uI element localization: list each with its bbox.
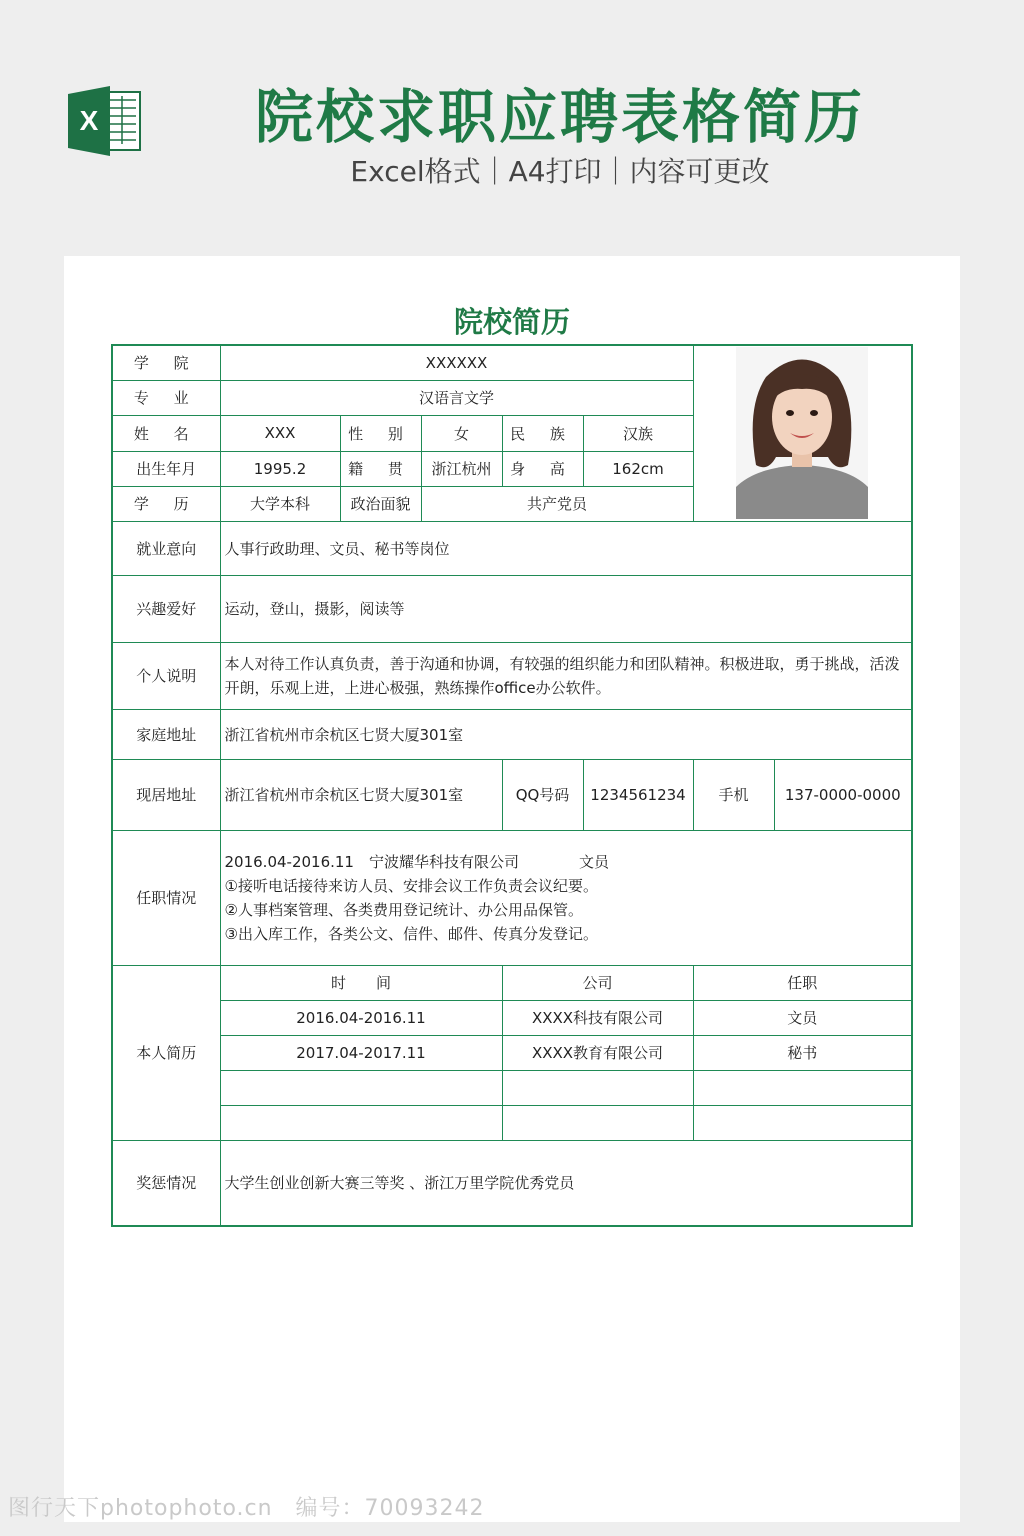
page-header	[0, 0, 1024, 240]
history-time: 2016.04-2016.11	[220, 1000, 502, 1035]
history-position: 文员	[693, 1000, 912, 1035]
origin-value: 浙江杭州	[421, 451, 502, 486]
home-value: 浙江省杭州市余杭区七贤大厦301室	[220, 709, 912, 759]
history-position	[693, 1105, 912, 1140]
history-time: 2017.04-2017.11	[220, 1035, 502, 1070]
row-intent	[112, 521, 912, 575]
education-label: 学 历	[112, 486, 220, 521]
table-row	[112, 1035, 912, 1070]
history-time	[220, 1105, 502, 1140]
resume-table	[111, 344, 913, 1227]
employment-line: ②人事档案管理、各类费用登记统计、办公用品保管。	[224, 900, 583, 919]
history-company: XXXX教育有限公司	[502, 1035, 693, 1070]
row-current	[112, 759, 912, 830]
history-time	[220, 1070, 502, 1105]
history-company	[502, 1105, 693, 1140]
major-value: 汉语言文学	[220, 380, 693, 415]
gender-label: 性 别	[340, 415, 421, 451]
row-hobby	[112, 575, 912, 642]
current-label: 现居地址	[112, 759, 220, 830]
phone-value: 137-0000-0000	[774, 759, 912, 830]
birth-label: 出生年月	[112, 451, 220, 486]
row-awards	[112, 1140, 912, 1226]
school-label: 学 院	[112, 345, 220, 380]
name-label: 姓 名	[112, 415, 220, 451]
history-header-row	[112, 965, 912, 1000]
history-position: 秘书	[693, 1035, 912, 1070]
personal-value: 本人对待工作认真负责，善于沟通和协调，有较强的组织能力和团队精神。积极进取，勇于挑战，活泼开朗，乐观上进，上进心极强，熟练操作office办公软件。	[220, 642, 912, 709]
table-row	[112, 1105, 912, 1140]
height-label: 身 高	[502, 451, 583, 486]
height-value: 162cm	[583, 451, 693, 486]
portrait-icon	[736, 347, 868, 519]
personal-label: 个人说明	[112, 642, 220, 709]
watermark: 图行天下photophoto.cn 编号：70093242	[8, 1496, 485, 1521]
awards-label: 奖惩情况	[112, 1140, 220, 1226]
employment-label: 任职情况	[112, 830, 220, 965]
history-label: 本人简历	[112, 965, 220, 1140]
employment-line: 2016.04-2016.11 宁波耀华科技有限公司 文员	[224, 852, 609, 871]
current-value: 浙江省杭州市余杭区七贤大厦301室	[220, 759, 502, 830]
gender-value: 女	[421, 415, 502, 451]
awards-value: 大学生创业创新大赛三等奖 、浙江万里学院优秀党员	[220, 1140, 912, 1226]
politics-label: 政治面貌	[340, 486, 421, 521]
intent-value: 人事行政助理、文员、秘书等岗位	[220, 521, 912, 575]
home-label: 家庭地址	[112, 709, 220, 759]
row-school	[112, 345, 912, 380]
table-row	[112, 1070, 912, 1105]
svg-text:X: X	[79, 105, 99, 136]
hobby-value: 运动，登山，摄影，阅读等	[220, 575, 912, 642]
ethnic-value: 汉族	[583, 415, 693, 451]
row-personal	[112, 642, 912, 709]
history-company: XXXX科技有限公司	[502, 1000, 693, 1035]
excel-icon	[68, 86, 142, 156]
resume-sheet	[64, 256, 960, 1522]
history-header-position: 任职	[693, 965, 912, 1000]
history-company	[502, 1070, 693, 1105]
employment-line: ③出入库工作，各类公文、信件、邮件、传真分发登记。	[224, 924, 598, 943]
birth-value: 1995.2	[220, 451, 340, 486]
qq-value: 1234561234	[583, 759, 693, 830]
resume-title: 院校简历	[453, 305, 570, 339]
phone-label: 手机	[693, 759, 774, 830]
origin-label: 籍 贯	[340, 451, 421, 486]
table-row	[112, 1000, 912, 1035]
hobby-label: 兴趣爱好	[112, 575, 220, 642]
page-subtitle: Excel格式｜A4打印｜内容可更改	[350, 155, 770, 188]
employment-value	[220, 830, 912, 965]
qq-label: QQ号码	[502, 759, 583, 830]
intent-label: 就业意向	[112, 521, 220, 575]
school-value: XXXXXX	[220, 345, 693, 380]
ethnic-label: 民 族	[502, 415, 583, 451]
name-value: XXX	[220, 415, 340, 451]
politics-value: 共产党员	[421, 486, 693, 521]
profile-photo	[736, 347, 868, 519]
history-position	[693, 1070, 912, 1105]
history-header-company: 公司	[502, 965, 693, 1000]
employment-line: ①接听电话接待来访人员、安排会议工作负责会议纪要。	[224, 876, 598, 895]
education-value: 大学本科	[220, 486, 340, 521]
page-main-title: 院校求职应聘表格简历	[254, 83, 865, 151]
major-label: 专 业	[112, 380, 220, 415]
photo-cell	[693, 345, 912, 521]
row-home	[112, 709, 912, 759]
row-employment	[112, 830, 912, 965]
history-header-time: 时 间	[220, 965, 502, 1000]
